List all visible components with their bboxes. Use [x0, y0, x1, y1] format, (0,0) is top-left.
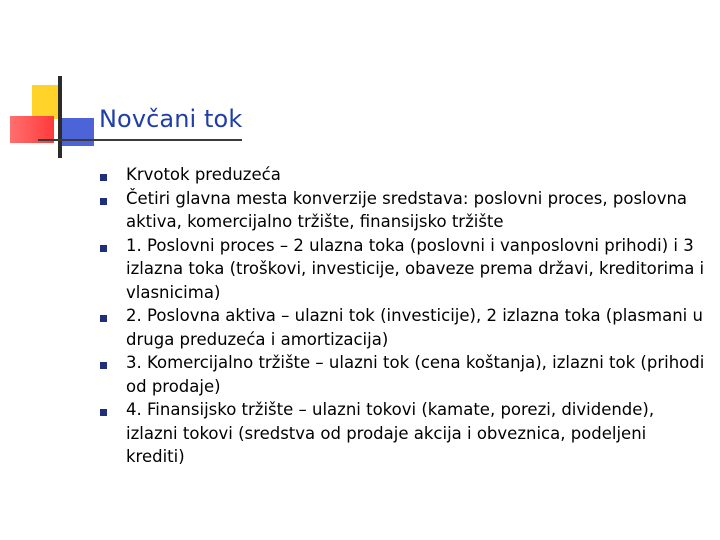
bullet-text: 3. Komercijalno tržište – ulazni tok (cena koštanja), izlazni tok (prihodi od prodaje): [126, 353, 705, 396]
title-underline: [38, 139, 242, 141]
square-bullet-icon: [100, 174, 107, 181]
bullet-text: 2. Poslovna aktiva – ulazni tok (investicije), 2 izlazna toka (plasmani u druga preduzeća i amortizacija): [126, 306, 703, 349]
bullet-text: Četiri glavna mesta konverzije sredstava: poslovni proces, poslovna aktiva, komercijalno tržište, finansijsko tržište: [126, 188, 688, 231]
bullet-text: 4. Finansijsko tržište – ulazni tokovi (kamate, porezi, dividende), izlazni tokovi (sredstva od prodaje akcija i obveznica, podeljeni krediti): [126, 400, 655, 466]
square-bullet-icon: [100, 198, 107, 205]
slide-title: Novčani tok: [99, 105, 243, 133]
bullet-text: Krvotok preduzeća: [126, 165, 281, 184]
bullet-text: 1. Poslovni proces – 2 ulazna toka (poslovni i vanposlovni prihodi) i 3 izlazna toka (troškovi, investicije, obaveze prema državi, kreditorima i vlasnicima): [126, 235, 705, 302]
bullet-item: [100, 304, 710, 351]
bullet-item: [100, 187, 710, 234]
bullet-item: [100, 163, 710, 187]
square-bullet-icon: [100, 315, 107, 322]
bullet-list: [100, 163, 710, 469]
bullet-item: [100, 398, 710, 469]
slide-logo-decoration: [0, 0, 120, 170]
bullet-item: [100, 351, 710, 398]
square-bullet-icon: [100, 409, 107, 416]
logo-blue-square: [58, 118, 94, 146]
square-bullet-icon: [100, 245, 107, 252]
square-bullet-icon: [100, 362, 107, 369]
logo-vertical-line: [58, 76, 62, 158]
bullet-item: [100, 234, 710, 305]
